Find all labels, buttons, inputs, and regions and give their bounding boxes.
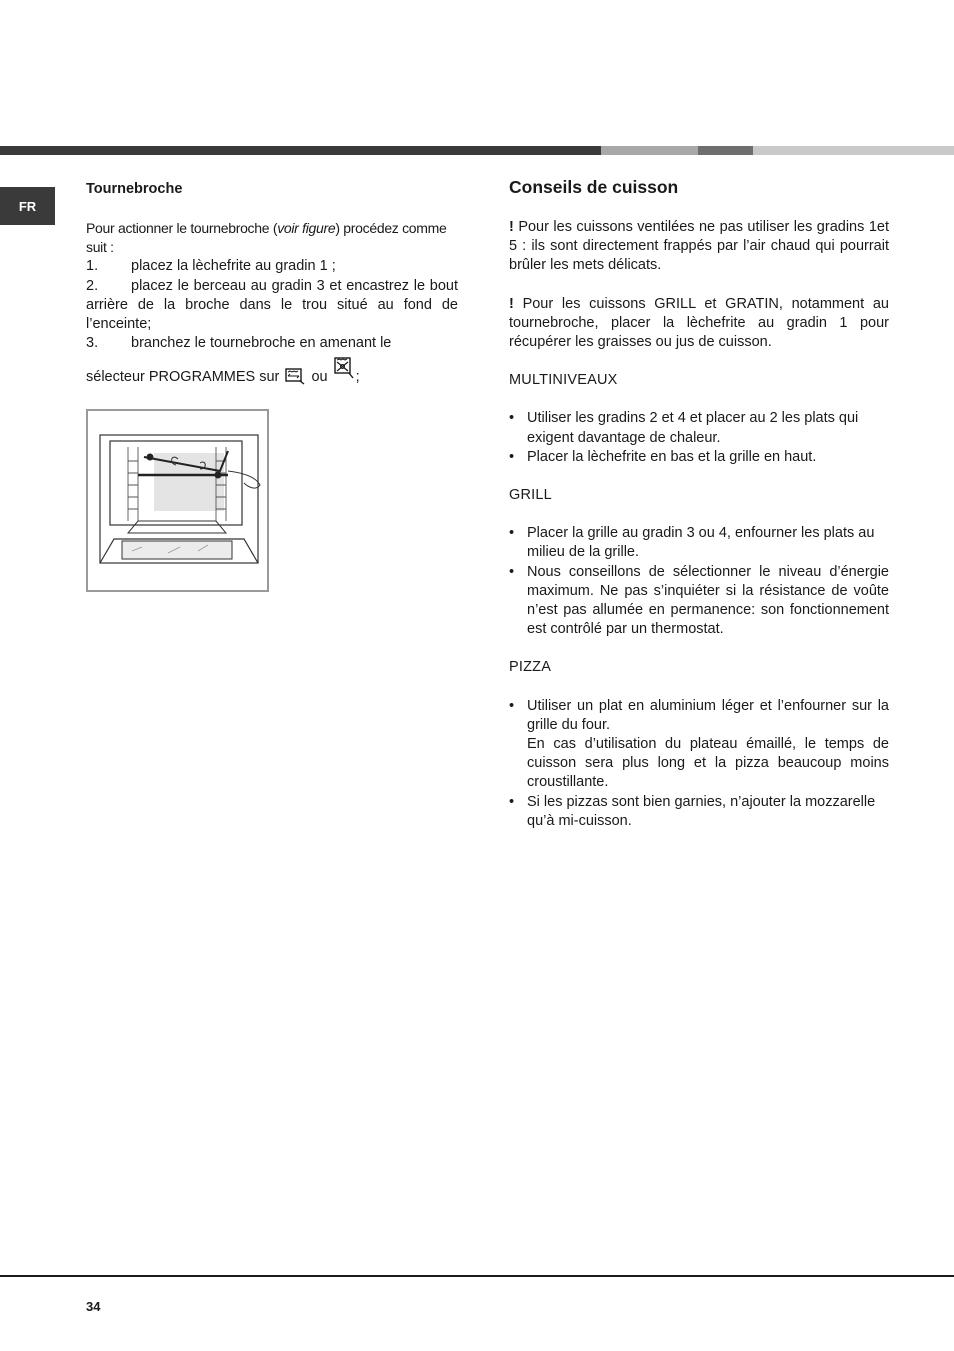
list-item-text: Placer la grille au gradin 3 ou 4, enfourner les plats au milieu de la grille. (527, 525, 875, 561)
left-column (86, 180, 458, 592)
warning-text: Pour les cuissons GRILL et GRATIN, notamment au tournebroche, placer la lèchefrite au gradin 1 pour récupérer les graisses ou jus de cuisson. (509, 295, 889, 351)
oven-illustration (88, 411, 267, 590)
step-3 (86, 334, 458, 353)
grill-program-icon (285, 367, 305, 391)
step-3-continued (86, 357, 458, 391)
intro-figure-ref: voir figure (277, 220, 336, 236)
multiniveaux-list (509, 409, 889, 467)
warning-grill (509, 295, 889, 353)
rotisserie-program-icon (334, 357, 354, 385)
list-item (509, 409, 889, 447)
warning-icon: ! (509, 295, 514, 312)
tournebroche-heading: Tournebroche (86, 181, 183, 197)
section-grill: GRILL (509, 487, 552, 504)
list-item-text: Utiliser les gradins 2 et 4 et placer au 2 les plats qui exigent davantage de chaleur. (527, 410, 859, 446)
intro-paragraph (86, 219, 458, 257)
section-pizza: PIZZA (509, 659, 552, 676)
header-bar-light (601, 146, 698, 155)
step-text: placez le berceau au gradin 3 et encastrez le bout arrière de la broche dans le trou situé au fond de l’enceinte; (86, 277, 458, 333)
list-item-continuation: En cas d’utilisation du plateau émaillé, le temps de cuisson sera plus long et la pizza beaucoup moins croustillante. (527, 736, 889, 791)
language-tab: FR (0, 187, 55, 225)
intro-text-end: ) procédez comme suit : (86, 220, 447, 256)
pizza-list (509, 697, 889, 831)
warning-icon: ! (509, 219, 514, 235)
right-column (509, 176, 889, 850)
header-bar-dark (0, 146, 601, 155)
bullet-icon: • (509, 793, 515, 810)
list-item (509, 448, 889, 467)
step-text: branchez le tournebroche en amenant le (131, 335, 392, 352)
step-2 (86, 277, 458, 335)
cooking-tips-title: Conseils de cuisson (509, 177, 679, 197)
step-1 (86, 257, 458, 276)
page-number: 34 (86, 1299, 101, 1314)
grill-list (509, 524, 889, 639)
warning-ventilated (509, 218, 889, 276)
list-item-text: Utiliser un plat en aluminium léger et l’enfourner sur la grille du four. (527, 697, 889, 733)
step-number: 2. (86, 277, 99, 294)
step-text: placez la lèchefrite au gradin 1 ; (131, 258, 336, 275)
header-bar-mid (698, 146, 753, 155)
or-text: ou (311, 369, 328, 386)
list-item (509, 793, 889, 831)
header-bar-pale (753, 146, 954, 155)
bullet-icon: • (509, 410, 515, 427)
list-item (509, 524, 889, 562)
bullet-icon: • (509, 697, 515, 714)
footer-rule (0, 1275, 954, 1277)
warning-text: Pour les cuissons ventilées ne pas utiliser les gradins 1et 5 : ils sont directement frappés par l’air chaud qui pourrait brûler les mets délicats. (509, 219, 889, 274)
bullet-icon: • (509, 525, 515, 542)
list-item (509, 697, 889, 793)
step-number: 3. (86, 335, 99, 352)
list-item (509, 563, 889, 640)
step-number: 1. (86, 258, 99, 275)
list-item-text: Nous conseillons de sélectionner le niveau d’énergie maximum. Ne pas s’inquiéter si la résistance de voûte n’est pas allumée en permanence: son fonctionnement est contrôlé par un thermostat. (527, 563, 889, 638)
bullet-icon: • (509, 448, 515, 465)
list-item-text: Si les pizzas sont bien garnies, n’ajouter la mozzarelle qu’à mi-cuisson. (527, 793, 876, 829)
step-3-selector-text: sélecteur PROGRAMMES sur (86, 369, 280, 386)
list-item-text: Placer la lèchefrite en bas et la grille en haut. (527, 448, 817, 465)
section-multiniveaux: MULTINIVEAUX (509, 372, 618, 389)
bullet-icon: • (509, 563, 515, 580)
intro-text-start: Pour actionner le tournebroche ( (86, 220, 278, 236)
step-3-end: ; (355, 369, 360, 386)
rotisserie-figure (86, 409, 269, 592)
